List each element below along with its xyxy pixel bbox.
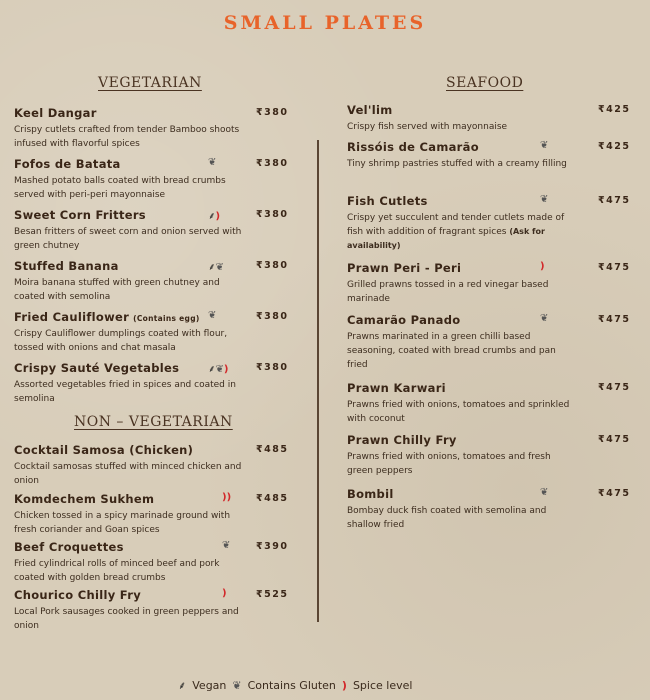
gluten-icon: ❦	[540, 487, 549, 498]
item-name-text: Rissóis de Camarão	[347, 140, 479, 154]
item-price: ₹475	[598, 434, 631, 445]
column-divider	[317, 140, 319, 622]
item-name	[347, 103, 627, 117]
item-name-text: Komdechem Sukhem	[14, 492, 155, 506]
item-name	[347, 381, 627, 395]
item-icons	[540, 194, 548, 205]
section-heading-seafood: SEAFOOD	[446, 75, 524, 91]
item-description-text: Mashed potato balls coated with bread crumbs served with peri-peri mayonnaise	[14, 176, 226, 200]
item-name	[14, 361, 294, 375]
item-icons	[208, 361, 228, 375]
item-price: ₹525	[256, 589, 289, 600]
item-name	[14, 208, 294, 222]
item-description	[347, 120, 577, 134]
item-name-text: Cocktail Samosa (Chicken)	[14, 443, 194, 457]
spice-icon: )	[341, 679, 347, 692]
vegan-icon: ⸙	[208, 262, 216, 273]
item-name-text: Beef Croquettes	[14, 540, 124, 554]
item-note: (Contains egg)	[133, 314, 200, 323]
item-description	[14, 327, 244, 355]
item-icons	[222, 492, 231, 503]
spice-icon: )	[222, 588, 227, 599]
item-name	[14, 540, 294, 554]
item-name	[14, 492, 294, 506]
menu-item	[347, 433, 631, 478]
item-description-text: Assorted vegetables fried in spices and coated in semolina	[14, 380, 236, 404]
gluten-icon: ❦	[232, 679, 242, 692]
item-price: ₹380	[256, 311, 289, 322]
section-heading-vegetarian: VEGETARIAN	[98, 75, 202, 91]
page-title: SMALL PLATES	[223, 12, 427, 34]
item-price: ₹380	[256, 107, 289, 118]
item-name	[14, 259, 294, 273]
menu-item	[347, 261, 631, 306]
menu-item	[14, 106, 294, 151]
item-name-text: Vel'lim	[347, 103, 393, 117]
item-description-text: Chicken tossed in a spicy marinade ground with fresh coriander and Goan spices	[14, 511, 231, 535]
availability-note: (Ask for availability)	[347, 227, 545, 250]
item-description	[14, 460, 244, 488]
menu-item	[347, 381, 631, 426]
item-description	[347, 450, 577, 478]
item-name	[347, 433, 627, 447]
item-price: ₹475	[598, 314, 631, 325]
gluten-icon: ❦	[540, 140, 549, 151]
item-icons	[208, 208, 220, 222]
spice-icon: )	[223, 364, 229, 375]
spice-icon: )	[215, 211, 221, 222]
item-price: ₹390	[256, 541, 289, 552]
item-price: ₹425	[598, 104, 631, 115]
item-name-text: Keel Dangar	[14, 106, 97, 120]
item-icons	[540, 313, 548, 324]
spice-icon: )	[540, 261, 545, 272]
item-description	[347, 504, 577, 532]
menu-item	[14, 540, 294, 585]
menu-item	[14, 208, 294, 253]
item-description-text: Grilled prawns tossed in a red vinegar based marinade	[347, 280, 549, 304]
item-name-text: Prawn Chilly Fry	[347, 433, 457, 447]
item-description-text: Bombay duck fish coated with semolina and shallow fried	[347, 506, 547, 530]
item-description	[14, 509, 244, 537]
item-description	[347, 398, 577, 426]
item-icons	[540, 140, 548, 151]
menu-item	[14, 588, 294, 633]
item-name	[347, 261, 627, 275]
item-price: ₹380	[256, 362, 289, 373]
item-name-text: Chourico Chilly Fry	[14, 588, 141, 602]
item-name-text: Prawn Karwari	[347, 381, 446, 395]
item-icons	[222, 588, 227, 599]
menu-item	[347, 487, 631, 532]
item-description-text: Local Pork sausages cooked in green peppers and onion	[14, 607, 239, 631]
item-icons	[540, 261, 545, 272]
item-description	[14, 557, 244, 585]
spice-icon: )	[226, 492, 232, 503]
item-description-text: Crispy yet succulent and tender cutlets made of fish with addition of fragrant spices	[347, 213, 565, 237]
menu-item	[347, 103, 631, 134]
item-price: ₹380	[256, 209, 289, 220]
item-name	[14, 588, 294, 602]
menu-item	[14, 259, 294, 304]
item-description-text: Besan fritters of sweet corn and onion served with green chutney	[14, 227, 242, 251]
gluten-icon: ❦	[215, 364, 224, 375]
item-description-text: Tiny shrimp pastries stuffed with a creamy filling	[347, 159, 567, 169]
spice-icon: )	[222, 492, 227, 503]
item-description	[347, 278, 577, 306]
item-price: ₹475	[598, 262, 631, 273]
legend-gluten: Contains Gluten	[247, 679, 336, 692]
item-description-text: Fried cylindrical rolls of minced beef and pork coated with golden bread crumbs	[14, 559, 220, 583]
item-description-text: Moira banana stuffed with green chutney and coated with semolina	[14, 278, 220, 302]
legend-spice: Spice level	[352, 679, 413, 692]
item-name-text: Sweet Corn Fritters	[14, 208, 146, 222]
item-name	[347, 140, 627, 154]
item-price: ₹475	[598, 488, 631, 499]
item-price: ₹475	[598, 195, 631, 206]
item-name	[14, 157, 294, 171]
gluten-icon: ❦	[540, 194, 549, 205]
gluten-icon: ❦	[540, 313, 549, 324]
item-name	[14, 310, 294, 324]
vegan-icon: ⸙	[208, 211, 216, 222]
gluten-icon: ❦	[208, 157, 217, 168]
item-price: ₹380	[256, 158, 289, 169]
menu-item	[347, 313, 631, 372]
item-description-text: Crispy fish served with mayonnaise	[347, 122, 508, 132]
item-description	[347, 211, 577, 253]
item-description-text: Cocktail samosas stuffed with minced chicken and onion	[14, 462, 242, 486]
item-description	[14, 378, 244, 406]
vegan-icon: ⸙	[178, 679, 187, 692]
item-name	[347, 313, 627, 327]
item-price: ₹485	[256, 493, 289, 504]
item-name-text: Bombil	[347, 487, 394, 501]
item-description	[14, 123, 244, 151]
item-description	[14, 276, 244, 304]
menu-item	[14, 361, 294, 406]
item-price: ₹425	[598, 141, 631, 152]
vegan-icon: ⸙	[208, 364, 216, 375]
item-description	[14, 605, 244, 633]
item-description	[347, 157, 577, 171]
gluten-icon: ❦	[222, 540, 231, 551]
item-name	[347, 194, 627, 208]
item-name-text: Fofos de Batata	[14, 157, 121, 171]
item-name	[347, 487, 627, 501]
item-description	[14, 225, 244, 253]
item-description	[347, 330, 577, 372]
legend-vegan: Vegan	[192, 679, 227, 692]
item-description	[14, 174, 244, 202]
legend	[178, 678, 412, 693]
menu-item	[14, 492, 294, 537]
item-name-text: Fried Cauliflower	[14, 310, 130, 324]
item-description-text: Prawns fried with onions, tomatoes and sprinkled with coconut	[347, 400, 570, 424]
menu-item	[14, 443, 294, 488]
item-name	[14, 443, 294, 457]
item-description-text: Prawns fried with onions, tomatoes and fresh green peppers	[347, 452, 551, 476]
item-icons	[540, 487, 548, 498]
gluten-icon: ❦	[215, 262, 224, 273]
menu-item	[347, 140, 631, 171]
item-name-text: Camarão Panado	[347, 313, 461, 327]
menu-item	[14, 157, 294, 202]
item-description-text: Crispy cutlets crafted from tender Bamboo shoots infused with flavorful spices	[14, 125, 240, 149]
section-heading-non-vegetarian: NON – VEGETARIAN	[74, 414, 233, 430]
item-name-text: Crispy Sauté Vegetables	[14, 361, 180, 375]
menu-item	[347, 194, 631, 253]
item-name-text: Stuffed Banana	[14, 259, 119, 273]
item-icons	[208, 157, 216, 168]
item-price: ₹485	[256, 444, 289, 455]
item-name	[14, 106, 294, 120]
item-price: ₹380	[256, 260, 289, 271]
item-icons	[208, 310, 216, 321]
gluten-icon: ❦	[208, 310, 217, 321]
item-name-text: Prawn Peri - Peri	[347, 261, 462, 275]
item-icons	[222, 540, 230, 551]
item-price: ₹475	[598, 382, 631, 393]
item-icons	[208, 259, 224, 273]
item-description-text: Crispy Cauliflower dumplings coated with flour, tossed with onions and chat masala	[14, 329, 228, 353]
item-description-text: Prawns marinated in a green chilli based seasoning, coated with bread crumbs and pan fried	[347, 332, 556, 370]
item-name-text: Fish Cutlets	[347, 194, 428, 208]
menu-item	[14, 310, 294, 355]
